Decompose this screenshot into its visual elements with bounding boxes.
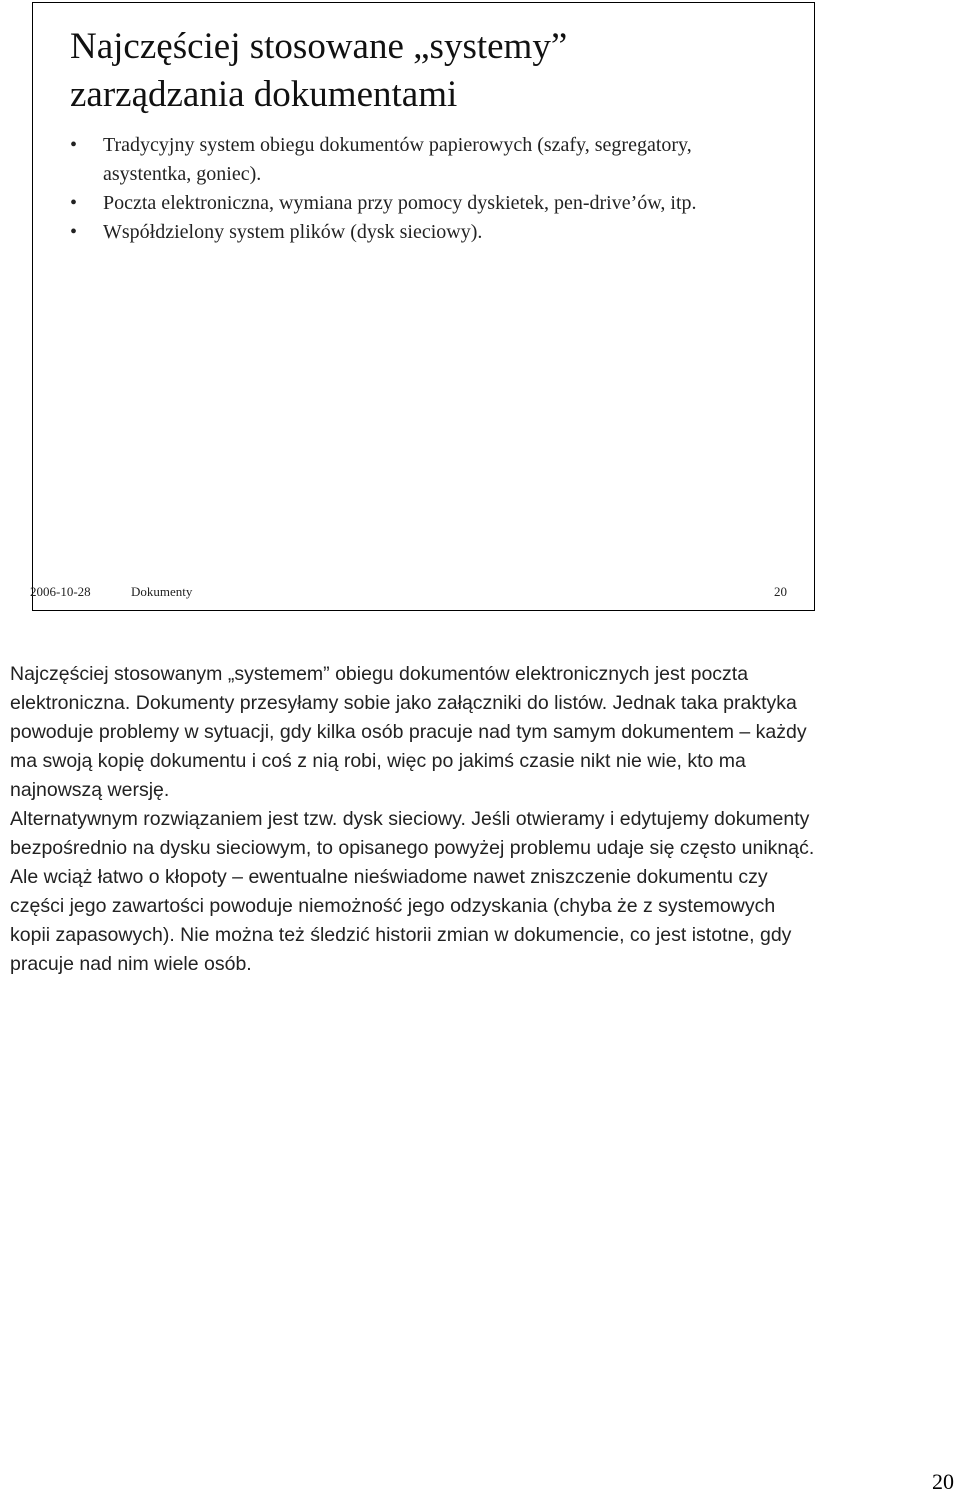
notes-paragraph-2: Alternatywnym rozwiązaniem jest tzw. dysk sieciowy. Jeśli otwieramy i edytujemy dokumenty bezpośrednio na dysku sieciowym, to opisanego powyżej problemu udaje się często uniknąć. Ale wciąż łatwo o kłopoty – ewentualne nieświadome nawet zniszczenie dokumentu czy części jego zawartości powoduje niemożność jego odzyskania (chyba że z systemowych kopii zapasowych). Nie można też śledzić historii zmian w dokumencie, co jest istotne, gdy pracuje nad nim wiele osób. bbox=[10, 808, 815, 975]
bullet-marker: • bbox=[70, 192, 78, 214]
page-number: 20 bbox=[932, 1469, 954, 1494]
bullet-text: Poczta elektroniczna, wymiana przy pomocy dyskietek, pen-drive’ów, itp. bbox=[103, 192, 697, 214]
bullet-text: Tradycyjny system obiegu dokumentów papierowych (szafy, segregatory, asystentka, goniec). bbox=[103, 134, 692, 185]
bullet-item bbox=[70, 189, 770, 218]
bullet-marker: • bbox=[70, 134, 78, 156]
bullet-item bbox=[70, 218, 770, 247]
speaker-notes bbox=[10, 660, 820, 979]
footer-date: 2006-10-28 bbox=[30, 584, 91, 599]
bullet-item bbox=[70, 131, 770, 189]
bullet-text: Współdzielony system plików (dysk sieciowy). bbox=[103, 221, 483, 243]
notes-paragraph-1: Najczęściej stosowanym „systemem” obiegu dokumentów elektronicznych jest poczta elektroniczna. Dokumenty przesyłamy sobie jako załączniki do listów. Jednak taka praktyka powoduje problemy w sytuacji, gdy kilka osób pracuje nad tym samym dokumentem – każdy ma swoją kopię dokumentu i coś z nią robi, więc po jakimś czasie nikt nie wie, kto ma najnowszą wersję. bbox=[10, 663, 807, 801]
slide-title-line-2: zarządzania dokumentami bbox=[70, 74, 458, 115]
slide-bullet-list bbox=[70, 131, 770, 247]
footer-title: Dokumenty bbox=[131, 584, 193, 599]
slide-frame bbox=[32, 2, 815, 611]
slide-title-line-1: Najczęściej stosowane „systemy” bbox=[70, 26, 568, 67]
bullet-marker: • bbox=[70, 221, 78, 243]
slide-title bbox=[70, 23, 790, 119]
footer-page-number: 20 bbox=[774, 584, 787, 599]
